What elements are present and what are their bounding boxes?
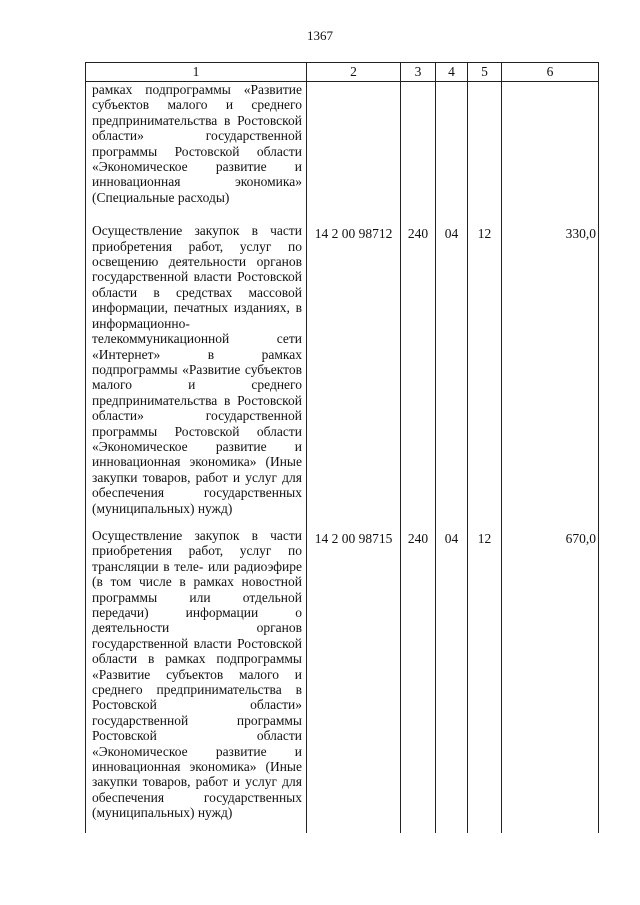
row-rz: 04 [436, 223, 468, 528]
budget-table [85, 62, 599, 833]
continuation-description: рамках подпрограммы «Развитие субъектов малого и среднего предпринимательства в Ростовской области» государственной программы Ростовской области «Экономическое развитие и инновационная экономика» (Специальные расходы) [86, 82, 307, 224]
row-vr: 240 [401, 528, 436, 833]
row-pr: 12 [468, 528, 502, 833]
header-col-6: 6 [502, 63, 599, 82]
table-row-continuation [86, 82, 599, 224]
table-row [86, 528, 599, 833]
row-code: 14 2 00 98715 [307, 528, 401, 833]
row-rz: 04 [436, 528, 468, 833]
row-amount: 330,0 [502, 223, 599, 528]
row-vr: 240 [401, 223, 436, 528]
header-row [86, 63, 599, 82]
table-row [86, 223, 599, 528]
row-code: 14 2 00 98712 [307, 223, 401, 528]
page-number: 1367 [307, 28, 333, 43]
header-col-4: 4 [436, 63, 468, 82]
header-col-5: 5 [468, 63, 502, 82]
row-pr: 12 [468, 223, 502, 528]
row-amount: 670,0 [502, 528, 599, 833]
row-description: Осуществление закупок в части приобретения работ, услуг по освещению деятельности органов государственной власти Ростовской области в средствах массовой информации, печатных изданиях, в информационно-телекоммуникационной сети «Интернет» в рамках подпрограммы «Развитие субъектов малого и среднего предпринимательства в Ростовской области» государственной программы Ростовской области «Экономическое развитие и инновационная экономика» (Иные закупки товаров, работ и услуг для обеспечения государственных (муниципальных) нужд) [86, 223, 307, 528]
header-col-1: 1 [86, 63, 307, 82]
header-col-3: 3 [401, 63, 436, 82]
header-col-2: 2 [307, 63, 401, 82]
row-description: Осуществление закупок в части приобретения работ, услуг по трансляции в теле- или радиоэфире (в том числе в рамках новостной программы или отдельной передачи) информации о деятельности органов государственной власти Ростовской области в рамках подпрограммы «Развитие субъектов малого и среднего предпринимательства в Ростовской области» государственной программы Ростовской области «Экономическое развитие и инновационная экономика» (Иные закупки товаров, работ и услуг для обеспечения государственных (муниципальных) нужд) [86, 528, 307, 833]
